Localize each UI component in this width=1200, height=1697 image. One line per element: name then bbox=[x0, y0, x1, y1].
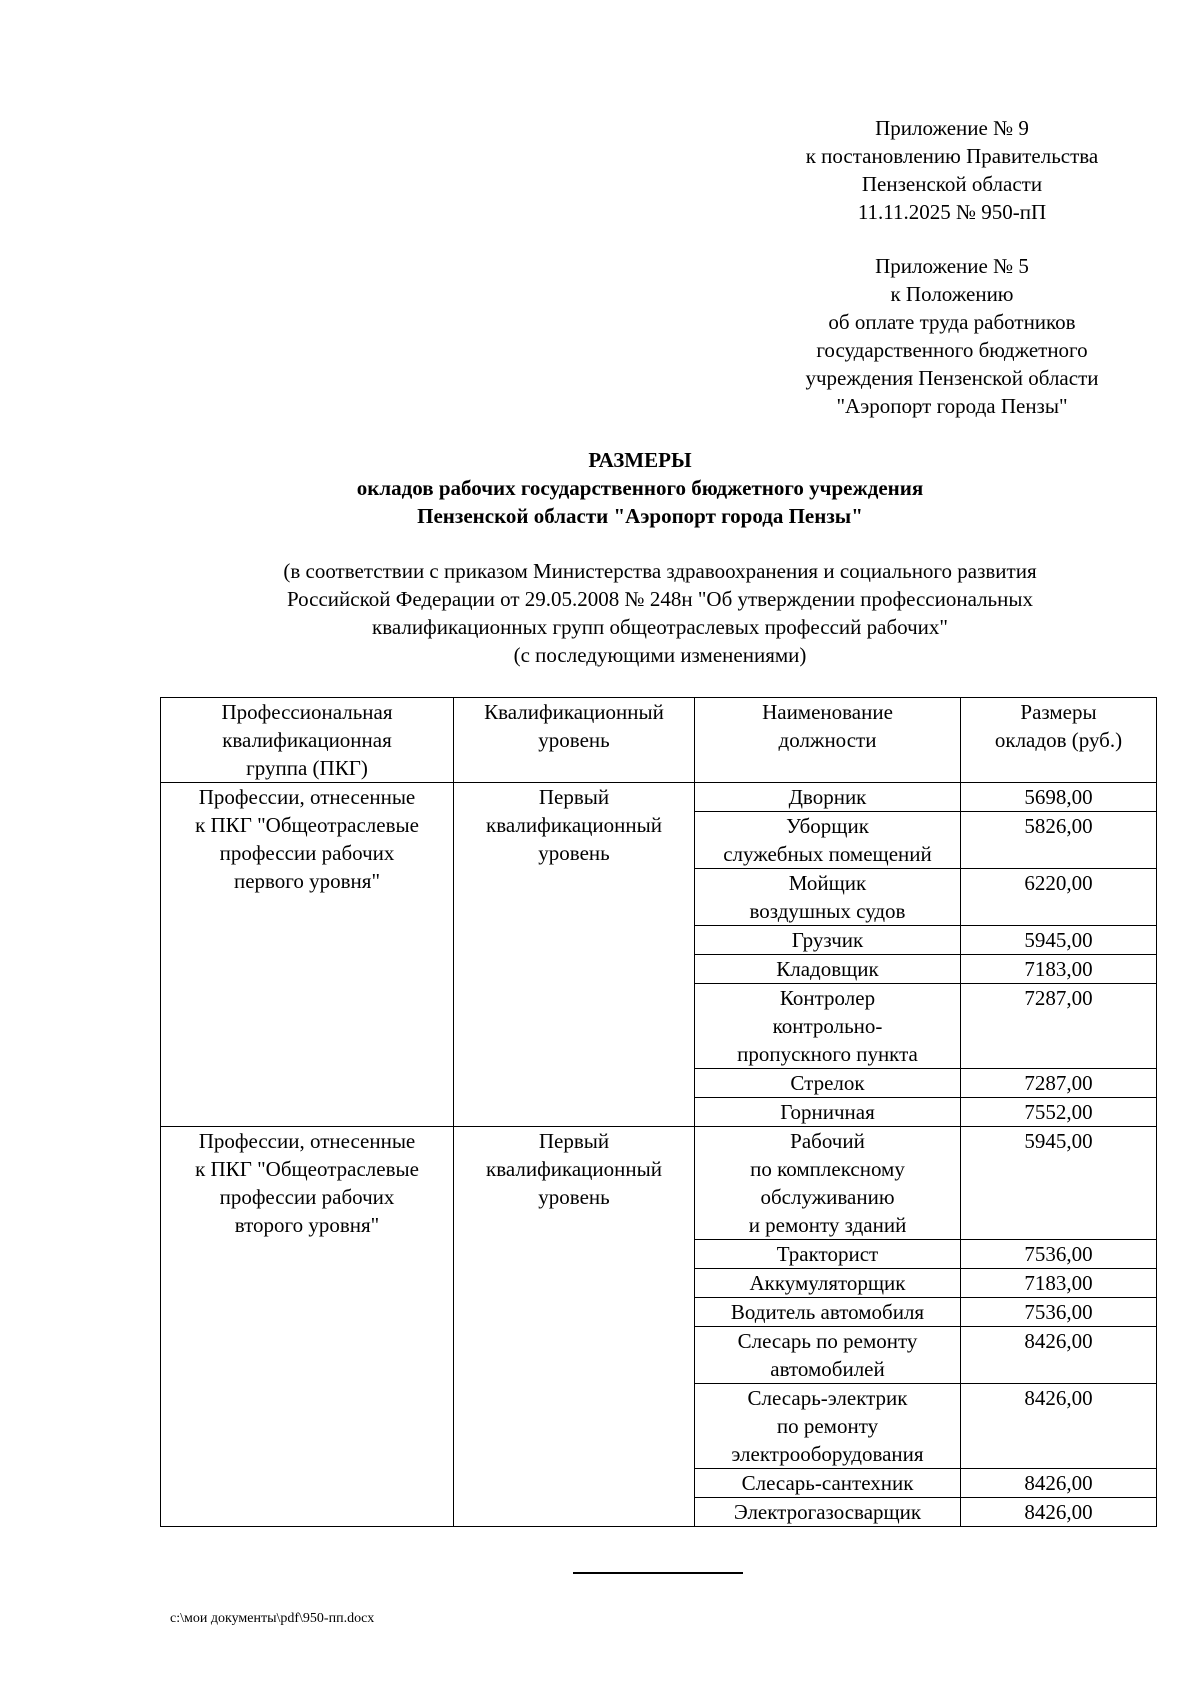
position-cell bbox=[695, 1498, 961, 1527]
salary-cell: 8426,00 bbox=[961, 1327, 1157, 1384]
header-level bbox=[454, 698, 695, 783]
level-line: уровень bbox=[538, 841, 610, 865]
position-cell bbox=[695, 1384, 961, 1469]
pkg-line: Профессии, отнесенные bbox=[198, 1129, 416, 1153]
position-line: Аккумуляторщик bbox=[749, 1271, 906, 1295]
position-line: контрольно- bbox=[772, 1014, 883, 1038]
position-line: Тракторист bbox=[776, 1242, 879, 1266]
pkg-line: профессии рабочих bbox=[219, 841, 395, 865]
position-line: автомобилей bbox=[770, 1357, 885, 1381]
position-cell bbox=[695, 955, 961, 984]
position-line: Слесарь-сантехник bbox=[741, 1471, 914, 1495]
header-salary bbox=[961, 698, 1157, 783]
header-line: квалификационная bbox=[222, 728, 392, 752]
header-line: Размеры bbox=[1020, 700, 1097, 724]
appendix-line: об оплате труда работников bbox=[828, 310, 1076, 334]
position-line: по комплексному bbox=[750, 1157, 905, 1181]
pkg-line: Профессии, отнесенные bbox=[198, 785, 416, 809]
level-line: квалификационный bbox=[486, 813, 662, 837]
position-line: электрооборудования bbox=[731, 1442, 924, 1466]
title-line: Пензенской области "Аэропорт города Пензы" bbox=[417, 504, 863, 528]
appendix-line: Пензенской области bbox=[861, 172, 1043, 196]
salary-table bbox=[160, 697, 1157, 1527]
pkg-line: профессии рабочих bbox=[219, 1185, 395, 1209]
appendix-line: к Положению bbox=[890, 282, 1014, 306]
level-cell bbox=[454, 1127, 695, 1527]
position-line: Грузчик bbox=[791, 928, 864, 952]
position-cell bbox=[695, 1327, 961, 1384]
basis-line: (с последующими изменениями) bbox=[513, 643, 807, 667]
position-cell bbox=[695, 812, 961, 869]
level-line: уровень bbox=[538, 1185, 610, 1209]
title-line: РАЗМЕРЫ bbox=[588, 448, 692, 472]
level-line: квалификационный bbox=[486, 1157, 662, 1181]
salary-cell: 7183,00 bbox=[961, 1269, 1157, 1298]
position-line: Стрелок bbox=[790, 1071, 865, 1095]
position-line: и ремонту зданий bbox=[748, 1213, 907, 1237]
appendix-5-reference bbox=[752, 252, 1152, 420]
position-cell bbox=[695, 1127, 961, 1240]
pkg-cell bbox=[161, 783, 454, 1127]
appendix-line: государственного бюджетного bbox=[816, 338, 1088, 362]
level-cell bbox=[454, 783, 695, 1127]
position-line: Контролер bbox=[779, 986, 876, 1010]
legal-basis-note bbox=[170, 557, 1150, 669]
salary-table-body bbox=[161, 783, 1157, 1527]
salary-cell: 7287,00 bbox=[961, 1069, 1157, 1098]
appendix-line: учреждения Пензенской области bbox=[805, 366, 1099, 390]
salary-cell: 5698,00 bbox=[961, 783, 1157, 812]
position-line: Рабочий bbox=[790, 1129, 865, 1153]
basis-line: Российской Федерации от 29.05.2008 № 248н "Об утверждении профессиональных bbox=[286, 587, 1033, 611]
basis-line: квалификационных групп общеотраслевых профессий рабочих" bbox=[372, 615, 948, 639]
position-line: Водитель автомобиля bbox=[730, 1300, 925, 1324]
salary-cell: 7183,00 bbox=[961, 955, 1157, 984]
position-cell bbox=[695, 1469, 961, 1498]
document-title bbox=[240, 446, 1040, 530]
position-line: Дворник bbox=[788, 785, 867, 809]
header-line: уровень bbox=[538, 728, 610, 752]
position-cell bbox=[695, 1098, 961, 1127]
position-line: Горничная bbox=[780, 1100, 875, 1124]
position-cell bbox=[695, 1240, 961, 1269]
header-line: Квалификационный bbox=[484, 700, 664, 724]
salary-cell: 7536,00 bbox=[961, 1298, 1157, 1327]
header-line: Наименование bbox=[762, 700, 893, 724]
salary-cell: 6220,00 bbox=[961, 869, 1157, 926]
position-cell bbox=[695, 783, 961, 812]
file-path-footer: c:\мои документы\pdf\950-пп.docx bbox=[170, 1611, 375, 1626]
position-cell bbox=[695, 1298, 961, 1327]
position-line: Мойщик bbox=[788, 871, 867, 895]
pkg-line: второго уровня" bbox=[234, 1213, 380, 1237]
salary-cell: 7552,00 bbox=[961, 1098, 1157, 1127]
header-line: Профессиональная bbox=[221, 700, 393, 724]
end-divider bbox=[573, 1572, 743, 1574]
position-line: Слесарь по ремонту bbox=[737, 1329, 918, 1353]
position-line: Уборщик bbox=[786, 814, 869, 838]
pkg-cell bbox=[161, 1127, 454, 1527]
header-pkg bbox=[161, 698, 454, 783]
position-cell bbox=[695, 1069, 961, 1098]
appendix-line: к постановлению Правительства bbox=[805, 144, 1099, 168]
appendix-line: Приложение № 9 bbox=[875, 116, 1029, 140]
salary-cell: 5945,00 bbox=[961, 1127, 1157, 1240]
salary-cell: 8426,00 bbox=[961, 1498, 1157, 1527]
basis-line: (в соответствии с приказом Министерства здравоохранения и социального развития bbox=[283, 559, 1037, 583]
header-line: должности bbox=[778, 728, 877, 752]
appendix-9-reference bbox=[752, 114, 1152, 226]
salary-cell: 7287,00 bbox=[961, 984, 1157, 1069]
pkg-line: к ПКГ "Общеотраслевые bbox=[195, 813, 419, 837]
pkg-line: первого уровня" bbox=[233, 869, 381, 893]
salary-cell: 7536,00 bbox=[961, 1240, 1157, 1269]
pkg-line: к ПКГ "Общеотраслевые bbox=[195, 1157, 419, 1181]
salary-cell: 8426,00 bbox=[961, 1384, 1157, 1469]
position-line: пропускного пункта bbox=[737, 1042, 918, 1066]
position-cell bbox=[695, 869, 961, 926]
position-line: обслуживанию bbox=[760, 1185, 895, 1209]
position-cell bbox=[695, 1269, 961, 1298]
title-line: окладов рабочих государственного бюджетного учреждения bbox=[356, 476, 924, 500]
table-row bbox=[161, 783, 1157, 812]
appendix-line: Приложение № 5 bbox=[875, 254, 1029, 278]
table-row bbox=[161, 1127, 1157, 1240]
salary-cell: 5826,00 bbox=[961, 812, 1157, 869]
salary-cell: 5945,00 bbox=[961, 926, 1157, 955]
table-header-row bbox=[161, 698, 1157, 783]
position-line: Кладовщик bbox=[776, 957, 879, 981]
appendix-line: "Аэропорт города Пензы" bbox=[836, 394, 1068, 418]
position-line: Электрогазосварщик bbox=[733, 1500, 922, 1524]
salary-cell: 8426,00 bbox=[961, 1469, 1157, 1498]
level-line: Первый bbox=[538, 785, 610, 809]
position-cell bbox=[695, 926, 961, 955]
position-line: по ремонту bbox=[776, 1414, 879, 1438]
position-line: воздушных судов bbox=[749, 899, 906, 923]
position-cell bbox=[695, 984, 961, 1069]
header-line: группа (ПКГ) bbox=[246, 756, 368, 780]
appendix-line: 11.11.2025 № 950-пП bbox=[857, 200, 1047, 224]
header-line: окладов (руб.) bbox=[994, 728, 1123, 752]
position-line: Слесарь-электрик bbox=[747, 1386, 908, 1410]
level-line: Первый bbox=[538, 1129, 610, 1153]
position-line: служебных помещений bbox=[723, 842, 932, 866]
header-position bbox=[695, 698, 961, 783]
